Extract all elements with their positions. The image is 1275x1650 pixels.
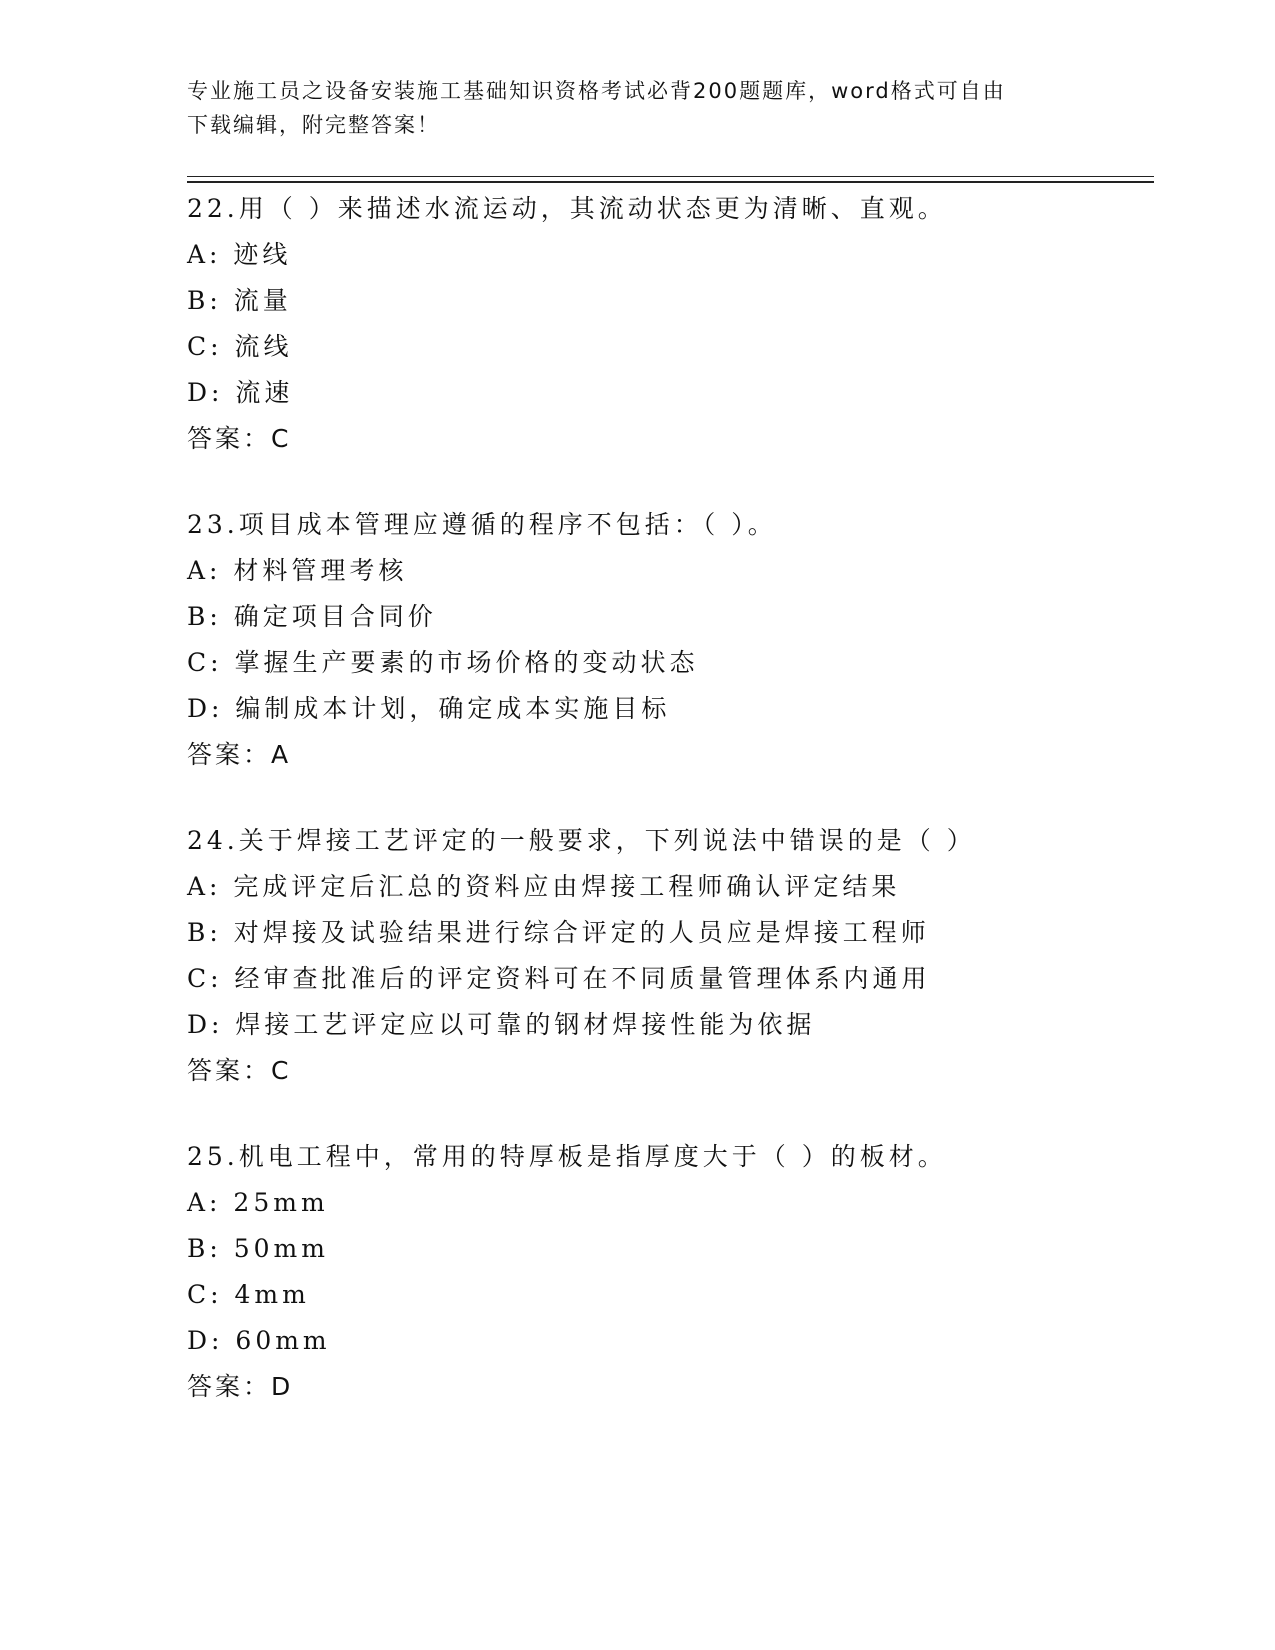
question-text: 24.关于焊接工艺评定的一般要求，下列说法中错误的是（ ） — [187, 826, 976, 855]
option-a: A: 迹线 — [187, 240, 292, 269]
option-d: D: 流速 — [187, 378, 294, 407]
option-a: A: 完成评定后汇总的资料应由焊接工程师确认评定结果 — [187, 872, 901, 901]
option-b: B: 对焊接及试验结果进行综合评定的人员应是焊接工程师 — [187, 918, 930, 947]
answer-line: 答案：C — [187, 424, 292, 453]
option-b: B: 流量 — [187, 286, 292, 315]
question-24 — [187, 818, 1147, 1094]
answer-line: 答案：C — [187, 1056, 292, 1085]
header-line-2: 下载编辑，附完整答案！ — [187, 113, 440, 137]
option-c: C: 掌握生产要素的市场价格的变动状态 — [187, 648, 699, 677]
question-text: 23.项目成本管理应遵循的程序不包括：（ ）。 — [187, 510, 777, 539]
option-b: B: 确定项目合同价 — [187, 602, 437, 631]
header-line-1: 专业施工员之设备安装施工基础知识资格考试必背200题题库，word格式可自由 — [187, 79, 1006, 103]
question-22 — [187, 186, 1147, 462]
question-25 — [187, 1134, 1147, 1410]
option-c: C: 4mm — [187, 1280, 310, 1309]
option-a: A: 25mm — [187, 1188, 329, 1217]
option-b: B: 50mm — [187, 1234, 329, 1263]
document-header — [187, 74, 1067, 142]
option-a: A: 材料管理考核 — [187, 556, 408, 585]
header-divider-thick — [187, 181, 1154, 183]
option-c: C: 经审查批准后的评定资料可在不同质量管理体系内通用 — [187, 964, 931, 993]
option-d: D: 编制成本计划，确定成本实施目标 — [187, 694, 671, 723]
question-23 — [187, 502, 1147, 778]
answer-line: 答案：D — [187, 1372, 294, 1401]
option-d: D: 60mm — [187, 1326, 331, 1355]
header-divider-thin — [187, 176, 1154, 177]
question-text: 22.用（ ）来描述水流运动，其流动状态更为清晰、直观。 — [187, 194, 947, 223]
option-c: C: 流线 — [187, 332, 293, 361]
answer-line: 答案：A — [187, 740, 292, 769]
question-text: 25.机电工程中，常用的特厚板是指厚度大于（ ）的板材。 — [187, 1142, 947, 1171]
option-d: D: 焊接工艺评定应以可靠的钢材焊接性能为依据 — [187, 1010, 816, 1039]
